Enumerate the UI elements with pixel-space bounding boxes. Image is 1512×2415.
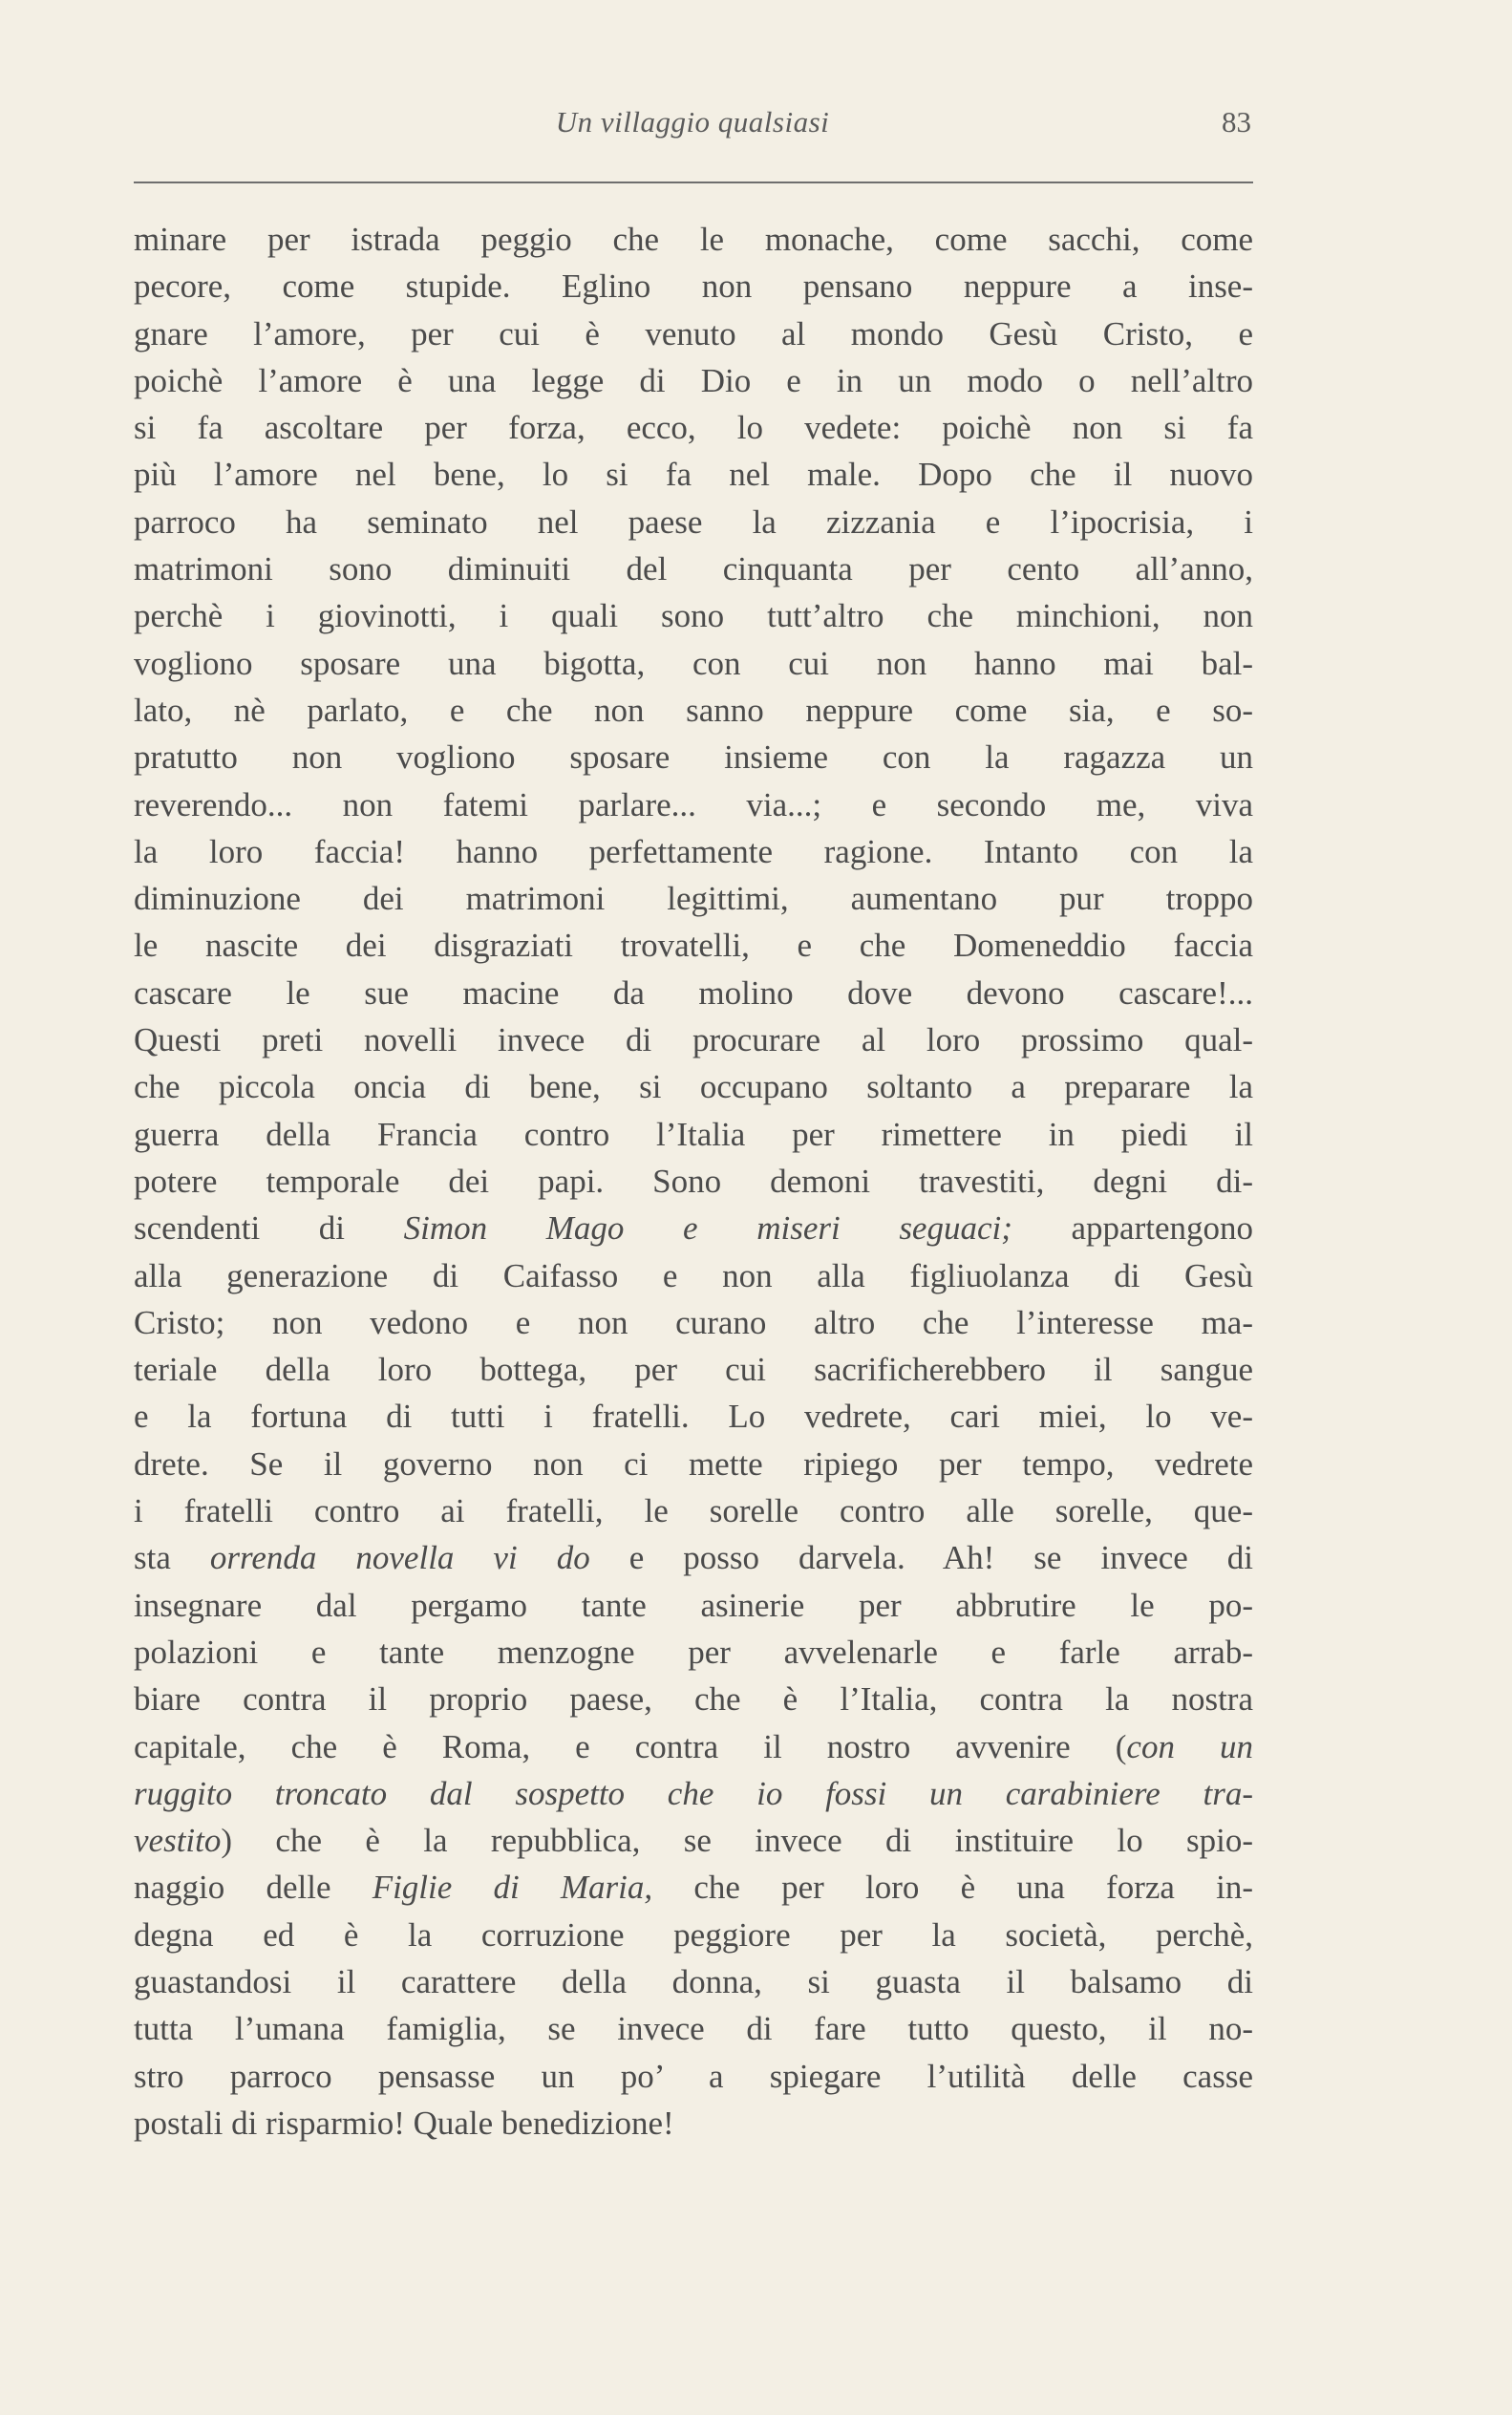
text-segment: poichè l’amore è una legge di Dio e in un modo o nell’altro xyxy=(134,361,1253,399)
text-line xyxy=(134,1582,1253,1629)
text-segment: polazioni e tante menzogne per avvelenarle e farle arrab- xyxy=(134,1633,1253,1671)
text-segment: minare per istrada peggio che le monache, come sacchi, come xyxy=(134,221,1253,258)
text-line xyxy=(134,1016,1253,1063)
body-text xyxy=(134,216,1253,2147)
text-segment: che piccola oncia di bene, si occupano soltanto a preparare la xyxy=(134,1068,1253,1106)
text-line xyxy=(134,970,1253,1016)
text-line xyxy=(134,545,1253,592)
running-head-title: Un villaggio qualsiasi xyxy=(555,105,830,139)
text-line xyxy=(134,1676,1253,1722)
text-segment: vogliono sposare una bigotta, con cui non hanno mai bal- xyxy=(134,644,1253,682)
text-segment: teriale della loro bottega, per cui sacrificherebbero il sangue xyxy=(134,1351,1253,1389)
text-segment: insegnare dal pergamo tante asinerie per abbrutire le po- xyxy=(134,1586,1253,1624)
text-segment: tutta l’umana famiglia, se invece di fare tutto questo, il no- xyxy=(134,2010,1253,2048)
text-line xyxy=(134,310,1253,357)
text-line xyxy=(134,1346,1253,1393)
text-segment: si fa ascoltare per forza, ecco, lo vedete: poichè non si fa xyxy=(134,409,1253,447)
text-line xyxy=(134,1111,1253,1158)
text-segment: drete. Se il governo non ci mette ripiego per tempo, vedrete xyxy=(134,1444,1253,1483)
text-line xyxy=(134,828,1253,875)
page-number: 83 xyxy=(1222,105,1251,139)
text-segment: guastandosi il carattere della donna, si guasta il balsamo di xyxy=(134,1962,1253,2000)
text-segment: e la fortuna di tutti i fratelli. Lo vedrete, cari miei, lo ve- xyxy=(134,1398,1253,1436)
text-line xyxy=(134,263,1253,310)
text-segment: e posso darvela. Ah! se invece di xyxy=(589,1539,1253,1577)
text-line xyxy=(134,1629,1253,1676)
text-segment: postali di risparmio! Quale benedizione! xyxy=(134,2104,674,2142)
text-line xyxy=(134,1299,1253,1346)
text-line xyxy=(134,404,1253,451)
text-segment: biare contra il proprio paese, che è l’Italia, contra la nostra xyxy=(134,1680,1253,1719)
text-line xyxy=(134,1205,1253,1251)
text-segment: naggio delle xyxy=(134,1869,373,1907)
text-segment: Cristo; non vedono e non curano altro che l’interesse ma- xyxy=(134,1303,1253,1341)
text-line xyxy=(134,2005,1253,2052)
italic-text-segment: Simon Mago e miseri seguaci; xyxy=(403,1209,1012,1248)
text-line xyxy=(134,1063,1253,1110)
italic-text-segment: vestito xyxy=(134,1822,222,1860)
text-segment: sta xyxy=(134,1539,210,1577)
italic-text-segment: Figlie di Maria, xyxy=(372,1869,653,1907)
text-segment: Questi preti novelli invece di procurare al loro prossimo qual- xyxy=(134,1021,1253,1059)
text-segment: diminuzione dei matrimoni legittimi, aumentano pur troppo xyxy=(134,880,1253,918)
text-line xyxy=(134,1912,1253,1958)
text-line xyxy=(134,216,1253,263)
text-line xyxy=(134,2053,1253,2100)
text-line xyxy=(134,2100,1253,2147)
italic-text-segment: orrenda novella vi do xyxy=(209,1539,590,1577)
text-line xyxy=(134,1958,1253,2005)
italic-text-segment: ruggito troncato dal sospetto che io fossi un carabiniere tra- xyxy=(134,1774,1253,1812)
text-line xyxy=(134,1393,1253,1440)
text-line xyxy=(134,1864,1253,1911)
text-segment: più l’amore nel bene, lo si fa nel male. Dopo che il nuovo xyxy=(134,456,1253,494)
text-line xyxy=(134,592,1253,639)
text-line xyxy=(134,1770,1253,1817)
text-segment: matrimoni sono diminuiti del cinquanta per cento all’anno, xyxy=(134,550,1253,588)
running-head xyxy=(134,105,1251,153)
text-segment: gnare l’amore, per cui è venuto al mondo Gesù Cristo, e xyxy=(134,314,1253,353)
text-line xyxy=(134,875,1253,922)
text-line xyxy=(134,922,1253,969)
italic-text-segment: con un xyxy=(1126,1727,1253,1765)
text-segment: degna ed è la corruzione peggiore per la società, perchè, xyxy=(134,1915,1253,1954)
text-segment: perchè i giovinotti, i quali sono tutt’altro che minchioni, non xyxy=(134,597,1253,635)
text-line xyxy=(134,687,1253,734)
text-segment: potere temporale dei papi. Sono demoni travestiti, degni di- xyxy=(134,1162,1253,1200)
text-segment: che per loro è una forza in- xyxy=(652,1869,1253,1907)
header-rule xyxy=(134,182,1253,183)
text-line xyxy=(134,1252,1253,1299)
text-line xyxy=(134,357,1253,404)
text-segment: stro parroco pensasse un po’ a spiegare l’utilità delle casse xyxy=(134,2057,1253,2095)
text-line xyxy=(134,734,1253,780)
text-line xyxy=(134,1534,1253,1581)
text-line xyxy=(134,1487,1253,1534)
text-line xyxy=(134,1723,1253,1770)
text-segment: parroco ha seminato nel paese la zizzania e l’ipocrisia, i xyxy=(134,502,1253,541)
text-line xyxy=(134,781,1253,828)
text-segment: ) che è la repubblica, se invece di instituire lo spio- xyxy=(221,1822,1253,1860)
text-segment: cascare le sue macine da molino dove devono cascare!... xyxy=(134,973,1253,1012)
text-line xyxy=(134,1817,1253,1864)
text-segment: le nascite dei disgraziati trovatelli, e che Domeneddio faccia xyxy=(134,927,1253,965)
text-line xyxy=(134,451,1253,498)
text-segment: capitale, che è Roma, e contra il nostro avvenire ( xyxy=(134,1727,1127,1765)
text-segment: pecore, come stupide. Eglino non pensano neppure a inse- xyxy=(134,267,1253,306)
text-line xyxy=(134,1441,1253,1487)
text-line xyxy=(134,640,1253,687)
text-segment: alla generazione di Caifasso e non alla figliuolanza di Gesù xyxy=(134,1256,1253,1294)
text-segment: pratutto non vogliono sposare insieme con la ragazza un xyxy=(134,738,1253,777)
text-segment: la loro faccia! hanno perfettamente ragione. Intanto con la xyxy=(134,832,1253,870)
text-segment: scendenti di xyxy=(134,1209,404,1248)
text-segment: lato, nè parlato, e che non sanno neppure come sia, e so- xyxy=(134,691,1253,729)
text-segment: guerra della Francia contro l’Italia per rimettere in piedi il xyxy=(134,1115,1253,1153)
text-segment: reverendo... non fatemi parlare... via...; e secondo me, viva xyxy=(134,785,1253,823)
text-line xyxy=(134,1158,1253,1205)
text-segment: appartengono xyxy=(1012,1209,1253,1248)
text-line xyxy=(134,499,1253,545)
text-segment: i fratelli contro ai fratelli, le sorelle contro alle sorelle, que- xyxy=(134,1492,1253,1530)
